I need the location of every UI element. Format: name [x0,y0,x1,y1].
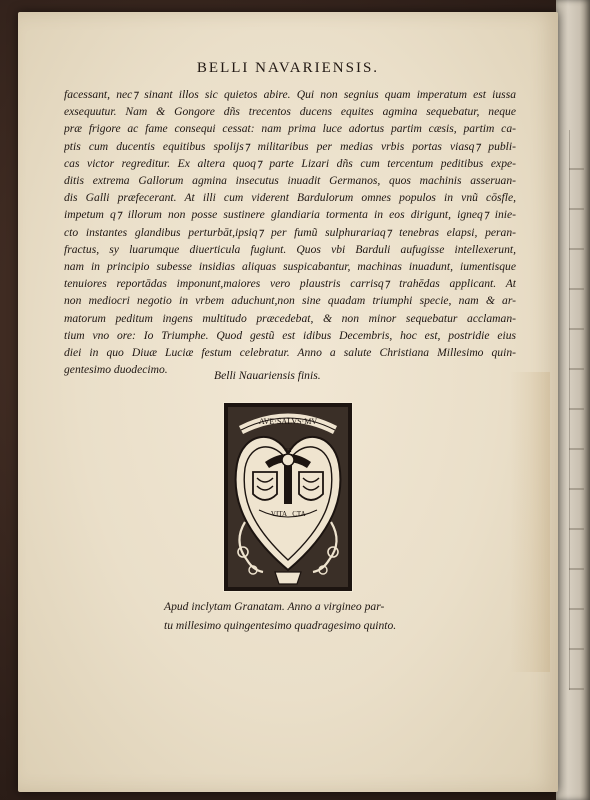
text-line: præ frigore ac fame consequi cessat: nam prima luce adortus partim cæsis, partim ca- [64,122,516,136]
imprint-line: tu millesimo quingentesimo quadragesimo quinto. [164,619,397,632]
text-line: matorum peditum ingens multitudo præcedebat, & non minor sequebatur acclaman- [64,311,516,325]
device-inscription-right: CTA [292,510,306,518]
body-text [64,86,516,378]
imprint-line: Apud inclytam Granatam. Anno a virgineo par- [164,600,385,613]
page-stack-texture [569,130,584,690]
device-inscription-left: VITA [270,510,288,518]
text-line: facessant, nec⁊ sinant illos sic quietos abire. Qui non segnius quam imperatum est iussa [64,88,516,101]
text-line: gentesimo duodecimo. [64,363,168,377]
text-line: fractus, sy luarumque diuerticula fugiunt. Quos vbi Barduli aufugisse intellexerunt, [64,242,516,256]
printers-device-woodcut [223,402,353,592]
text-line: diei in quo Diuæ Luciæ festum celebratur. Anno a salute Christiana Millesimo quin- [64,346,516,360]
device-inscription-mid: ·ST [283,448,293,454]
text-line: nam in principio subesse insidias aliquas suspicabantur, machinas inuadunt, iumentisque [64,260,516,274]
colophon-imprint [164,597,414,635]
finis-line: Belli Nauariensis finis. [214,369,321,382]
text-line: non mediocri negotio in vrbem aduchunt,non sine quadam triumphi specie, nam & ar- [64,294,516,308]
adjacent-page-edge [556,0,590,800]
paper-stain [510,372,550,672]
text-line: tenuiores reportādas imponunt,maiores vero plaustris carrisq⁊ trahēdas applicant. At [64,277,516,291]
text-line: dis Galli præfecerant. At illi cum viderent Bardulorum omnes populos in vnũ cōsfle, [64,191,516,205]
printers-device-image [223,402,353,592]
text-line: impetum q⁊ illorum non posse sustinere glandiaria tormenta in eos dirigunt, igneq⁊ inie- [64,208,516,222]
text-line: ditis extrema Gallorum agmina insecutus inuadit Germanos, quos machinis asseruan- [64,174,516,188]
text-line: ptis cum ducentis equitibus spolijs⁊ militaribus per medias vrbis portas viasq⁊ publi- [64,139,516,153]
running-head: BELLI NAVARIENSIS. [196,60,380,76]
book-page [18,12,558,792]
text-line: cas victor regreditur. Ex altera quoq⁊ parte Lizari dñs cum tercentum peditibus expe- [64,156,516,170]
text-line: cto instantes glandibus perturbāt,ipsiq⁊ per fumũ sulphurariaq⁊ tenebras elapsi, peran- [64,225,516,239]
text-line: exsequutur. Nam & Gongore dñs trecentos ducens equites agmina sequebatur, neque [64,105,516,119]
device-inscription-top: AVE·SALVS·MV [258,417,318,426]
text-line: tium vno ore: Io Triumphe. Quod gestũ est idibus Decembris, hoc est, postridie eius [64,328,516,342]
